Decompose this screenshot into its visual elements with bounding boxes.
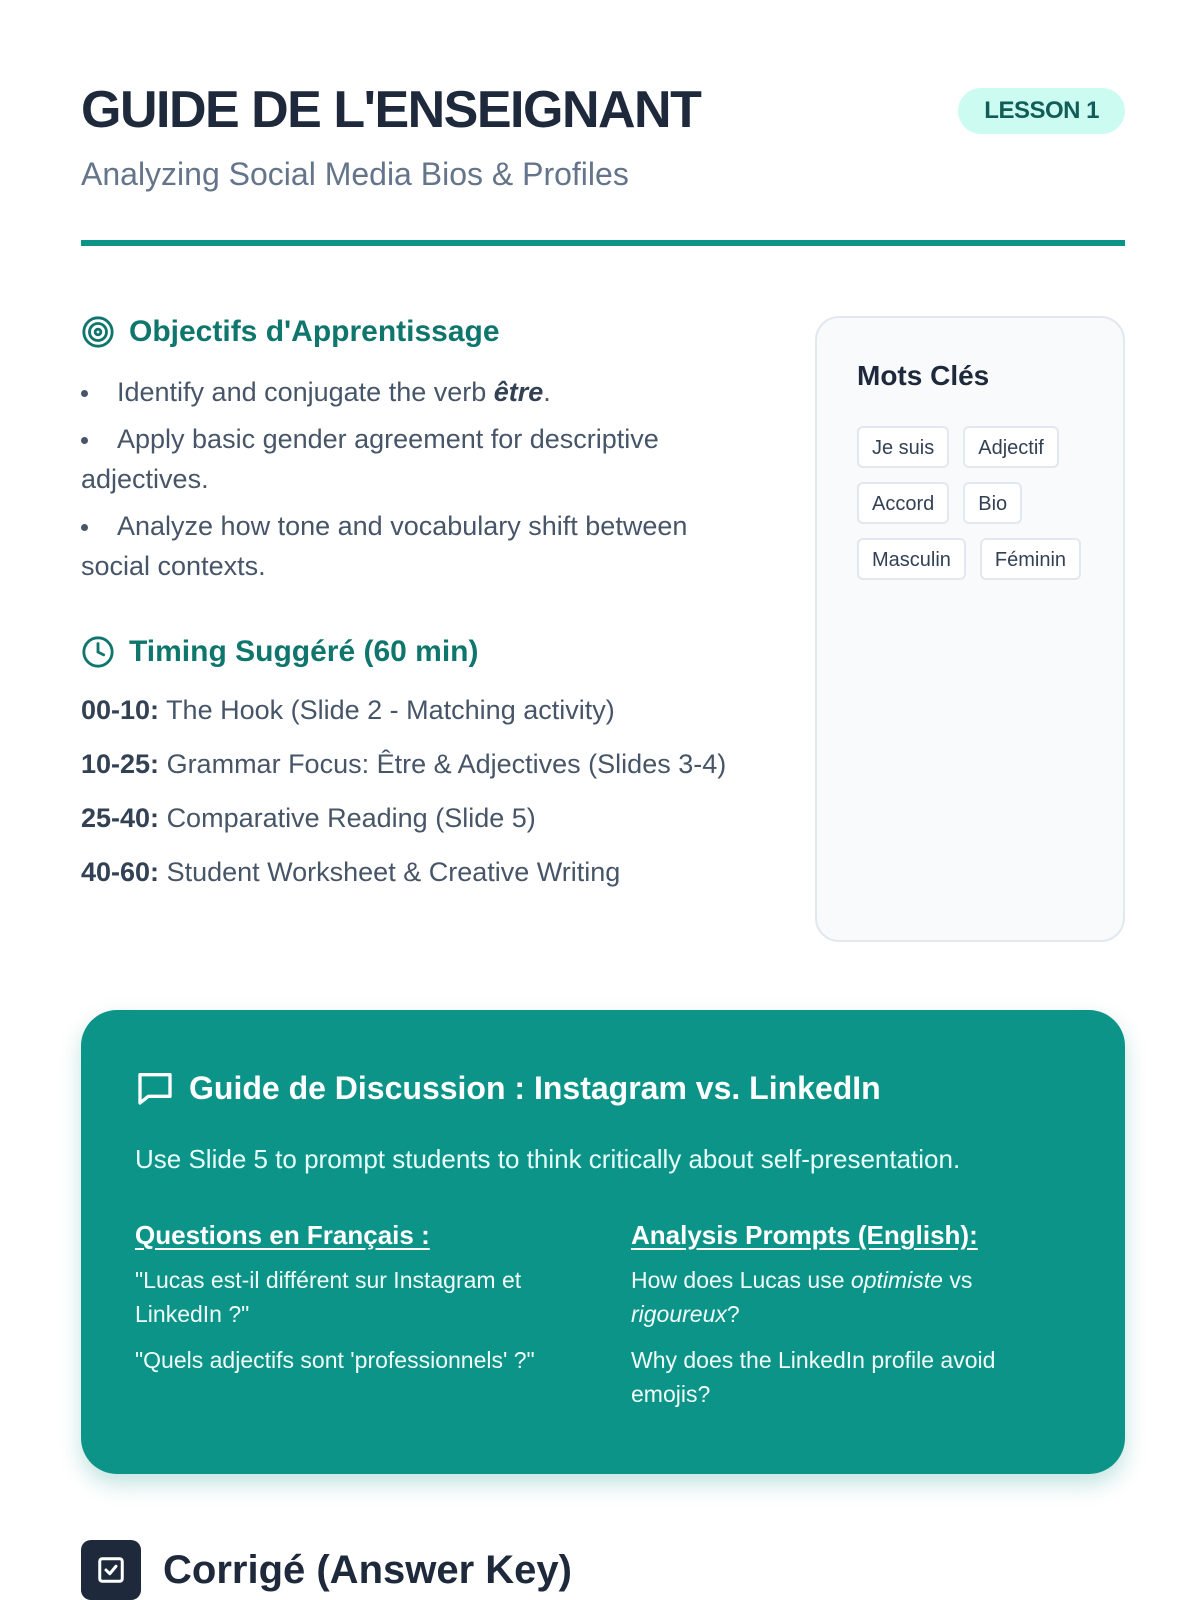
keywords-title: Mots Clés — [857, 360, 990, 391]
french-question: "Quels adjectifs sont 'professionnels' ?" — [135, 1347, 535, 1373]
discussion-heading-text: Guide de Discussion : Instagram vs. LinkedIn — [189, 1069, 881, 1106]
prompt-text: vs — [942, 1267, 973, 1293]
timing-heading-text: Timing Suggéré (60 min) — [129, 635, 479, 668]
objective-text: Identify and conjugate the verb — [117, 377, 494, 407]
target-icon — [81, 315, 115, 349]
timing-desc: The Hook (Slide 2 - Matching activity) — [166, 695, 615, 725]
english-prompts — [631, 1220, 1071, 1423]
timing-desc: Comparative Reading (Slide 5) — [166, 803, 536, 833]
answer-key-heading — [81, 1540, 572, 1600]
timing-row — [81, 692, 741, 728]
keyword-tags — [857, 426, 1097, 580]
keyword-tag: Je suis — [857, 426, 949, 468]
english-prompt — [631, 1263, 1071, 1331]
lesson-badge: LESSON 1 — [958, 88, 1125, 134]
keyword-tag: Masculin — [857, 538, 966, 580]
objectives-heading — [81, 310, 741, 354]
french-question: "Lucas est-il différent sur Instagram et LinkedIn ?" — [135, 1267, 522, 1327]
page-subtitle: Analyzing Social Media Bios & Profiles — [81, 156, 629, 192]
keyword-tag: Bio — [963, 482, 1022, 524]
english-prompts-heading: Analysis Prompts (English): — [631, 1220, 978, 1250]
keyword-tag: Adjectif — [963, 426, 1059, 468]
objective-emphasis: être — [493, 377, 544, 407]
prompt-text: ? — [726, 1301, 740, 1327]
answer-key-title: Corrigé (Answer Key) — [163, 1547, 572, 1592]
keyword-tag: Accord — [857, 482, 949, 524]
discussion-guide-card — [81, 1010, 1125, 1474]
page-title: GUIDE DE L'ENSEIGNANT — [81, 81, 701, 139]
prompt-emphasis: rigoureux — [631, 1301, 727, 1327]
header-divider — [81, 240, 1125, 246]
objective-item — [81, 419, 741, 499]
keywords-card — [815, 316, 1125, 942]
clock-icon — [81, 635, 115, 669]
prompt-text: How does Lucas use — [631, 1267, 851, 1293]
timing-heading — [81, 630, 741, 674]
objectives-heading-text: Objectifs d'Apprentissage — [129, 315, 500, 348]
keyword-tag: Féminin — [980, 538, 1081, 580]
timing-row — [81, 800, 741, 836]
timing-time: 40-60: — [81, 857, 160, 887]
checkbox-icon — [81, 1540, 141, 1600]
page-header — [81, 80, 1125, 250]
timing-list — [81, 692, 741, 890]
lesson-overview — [81, 310, 741, 908]
objective-item — [81, 506, 741, 586]
timing-row — [81, 746, 741, 782]
timing-row — [81, 854, 741, 890]
objective-item — [81, 372, 741, 412]
objective-text-end: . — [543, 377, 551, 407]
objectives-list — [81, 372, 741, 586]
prompt-emphasis: optimiste — [850, 1267, 943, 1293]
french-questions-heading: Questions en Français : — [135, 1220, 430, 1250]
english-prompt: Why does the LinkedIn profile avoid emojis? — [631, 1347, 996, 1407]
french-questions — [135, 1220, 575, 1389]
objective-text: Apply basic gender agreement for descriptive adjectives. — [81, 424, 659, 494]
timing-time: 25-40: — [81, 803, 160, 833]
discussion-heading — [135, 1068, 881, 1108]
discussion-intro: Use Slide 5 to prompt students to think critically about self-presentation. — [135, 1144, 961, 1174]
objective-text: Analyze how tone and vocabulary shift between social contexts. — [81, 511, 688, 581]
chat-bubble-icon — [135, 1068, 175, 1108]
timing-desc: Grammar Focus: Être & Adjectives (Slides 3-4) — [166, 749, 727, 779]
timing-time: 10-25: — [81, 749, 160, 779]
timing-time: 00-10: — [81, 695, 160, 725]
timing-desc: Student Worksheet & Creative Writing — [166, 857, 621, 887]
